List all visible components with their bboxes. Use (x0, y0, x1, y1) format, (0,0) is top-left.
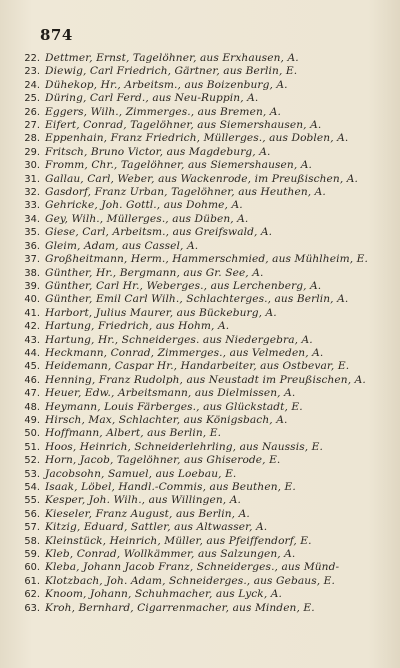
list-item (18, 320, 390, 333)
list-item (18, 92, 390, 105)
entry-text: Eifert, Conrad, Tagelöhner, aus Siemershausen, A. (45, 119, 322, 132)
list-item (18, 79, 390, 92)
entry-text: Günther, Hr., Bergmann, aus Gr. See, A. (45, 266, 264, 279)
entry-text: Günther, Carl Hr., Weberges., aus Lerchenberg, A. (45, 279, 322, 292)
entry-number: 38. (24, 267, 40, 279)
entry-text: Kitzig, Eduard, Sattler, aus Altwasser, A. (45, 521, 268, 534)
entry-number: 23. (24, 66, 40, 78)
entry-number: 25. (24, 93, 40, 105)
list-item (18, 334, 390, 347)
list-item (18, 65, 390, 78)
list-item (18, 119, 390, 132)
entry-number: 40. (24, 294, 40, 306)
entry-number: 46. (24, 374, 40, 386)
list-item (18, 374, 390, 387)
entry-text: Hoos, Heinrich, Schneiderlehrling, aus Naussis, E. (45, 440, 323, 453)
entry-text: Henning, Franz Rudolph, aus Neustadt im Preußischen, A. (45, 373, 366, 386)
list-item (18, 468, 390, 481)
list-item (18, 226, 390, 239)
list-item (18, 106, 390, 119)
entry-text: Dühekop, Hr., Arbeitsm., aus Boizenburg, A. (45, 78, 288, 91)
list-item (18, 199, 390, 212)
entry-number: 51. (24, 441, 40, 453)
list-item (18, 414, 390, 427)
list-item (18, 146, 390, 159)
entry-text: Knoom, Johann, Schuhmacher, aus Lyck, A. (45, 588, 282, 601)
list-item (18, 173, 390, 186)
list-item (18, 548, 390, 561)
list-item (18, 441, 390, 454)
entry-text: Gehricke, Joh. Gottl., aus Dohme, A. (45, 199, 243, 212)
entry-text: Heckmann, Conrad, Zimmerges., aus Velmeden, A. (45, 346, 324, 359)
entry-number: 59. (24, 549, 40, 561)
entry-number: 61. (24, 575, 40, 587)
list-item (18, 307, 390, 320)
entry-number: 37. (24, 254, 40, 266)
entry-number: 22. (24, 53, 40, 64)
entry-number: 62. (24, 589, 40, 601)
entry-number: 63. (24, 602, 40, 614)
entry-number: 55. (24, 495, 40, 507)
entry-number: 32. (24, 187, 40, 199)
entry-text: Horn, Jacob, Tagelöhner, aus Ghiserode, E. (45, 454, 281, 467)
entry-text: Fromm, Chr., Tagelöhner, aus Siemershausen, A. (45, 159, 312, 172)
entry-text: Kleb, Conrad, Wollkämmer, aus Salzungen, A. (45, 548, 296, 561)
entry-text: Eggers, Wilh., Zimmerges., aus Bremen, A. (45, 105, 282, 118)
entry-number: 26. (24, 106, 40, 118)
entry-text: Hartung, Hr., Schneiderges. aus Niedergebra, A. (45, 333, 313, 346)
entry-number: 49. (24, 414, 40, 426)
entry-text: Gleim, Adam, aus Cassel, A. (45, 239, 199, 252)
entry-number: 31. (24, 173, 40, 185)
entry-text: Gallau, Carl, Weber, aus Wackenrode, im Preußischen, A. (45, 172, 359, 185)
entry-number: 54. (24, 482, 40, 493)
entry-text: Kesper, Joh. Wilh., aus Willingen, A. (45, 494, 241, 507)
entry-number: 36. (24, 240, 40, 252)
list-item (18, 561, 390, 574)
list-item (18, 186, 390, 199)
entry-text: Heidemann, Caspar Hr., Handarbeiter, aus Ostbevar, E. (45, 360, 350, 373)
list-item (18, 159, 390, 172)
entry-text: Isaak, Löbel, Handl.-Commis, aus Beuthen, E. (45, 481, 296, 493)
entry-number: 27. (24, 120, 40, 132)
entry-list (18, 52, 390, 615)
list-item (18, 253, 390, 266)
page-number: 874 (40, 26, 73, 44)
entry-text: Großheitmann, Herm., Hammerschmied, aus Mühlheim, E. (45, 253, 368, 266)
entry-text: Hoffmann, Albert, aus Berlin, E. (45, 427, 222, 440)
entry-number: 34. (24, 213, 40, 225)
list-item (18, 575, 390, 588)
entry-number: 56. (24, 508, 40, 520)
entry-number: 58. (24, 535, 40, 547)
entry-number: 24. (24, 79, 40, 91)
entry-number: 45. (24, 361, 40, 373)
list-item (18, 401, 390, 414)
entry-number: 42. (24, 321, 40, 333)
list-item (18, 521, 390, 534)
list-item (18, 293, 390, 306)
list-item (18, 387, 390, 400)
entry-text: Düring, Carl Ferd., aus Neu-Ruppin, A. (45, 92, 259, 105)
entry-text: Gey, Wilh., Müllerges., aus Düben, A. (45, 212, 249, 225)
entry-text: Heymann, Louis Färberges., aus Glückstadt, E. (45, 400, 303, 413)
list-item (18, 347, 390, 360)
entry-number: 35. (24, 227, 40, 239)
entry-text: Fritsch, Bruno Victor, aus Magdeburg, A. (45, 145, 271, 158)
entry-number: 53. (24, 468, 40, 480)
list-item (18, 360, 390, 373)
entry-text: Harbort, Julius Maurer, aus Bückeburg, A. (45, 306, 277, 319)
entry-number: 43. (24, 334, 40, 346)
list-item (18, 588, 390, 601)
entry-number: 52. (24, 455, 40, 467)
entry-number: 29. (24, 146, 40, 158)
entry-number: 33. (24, 200, 40, 212)
list-item (18, 454, 390, 467)
entry-text: Jacobsohn, Samuel, aus Loebau, E. (45, 467, 237, 480)
list-item (18, 52, 390, 65)
entry-number: 60. (24, 562, 40, 574)
entry-text: Kroh, Bernhard, Cigarrenmacher, aus Minden, E. (45, 601, 315, 614)
entry-text: Giese, Carl, Arbeitsm., aus Greifswald, A. (45, 226, 273, 239)
entry-number: 48. (24, 401, 40, 413)
entry-text: Eppenhain, Franz Friedrich, Müllerges., aus Doblen, A. (45, 132, 349, 145)
entry-text: Diewig, Carl Friedrich, Gärtner, aus Berlin, E. (45, 65, 298, 78)
entry-number: 50. (24, 428, 40, 440)
list-item (18, 240, 390, 253)
entry-text: Kleinstück, Heinrich, Müller, aus Pfeiffendorf, E. (45, 534, 312, 547)
entry-text: Heuer, Edw., Arbeitsmann, aus Dielmissen, A. (45, 387, 296, 400)
entry-text: Kieseler, Franz August, aus Berlin, A. (45, 507, 250, 520)
list-item (18, 280, 390, 293)
list-item (18, 494, 390, 507)
entry-text: Klotzbach, Joh. Adam, Schneiderges., aus Gebaus, E. (45, 574, 335, 587)
list-item (18, 427, 390, 440)
entry-text: Dettmer, Ernst, Tagelöhner, aus Erxhausen, A. (45, 52, 299, 64)
list-item (18, 535, 390, 548)
entry-text: Hirsch, Max, Schlachter, aus Königsbach, A. (45, 413, 288, 426)
entry-text: Günther, Emil Carl Wilh., Schlachterges., aus Berlin, A. (45, 293, 349, 306)
entry-number: 41. (24, 307, 40, 319)
entry-number: 39. (24, 280, 40, 292)
entry-text: Hartung, Friedrich, aus Hohm, A. (45, 320, 230, 333)
entry-number: 30. (24, 160, 40, 172)
entry-number: 47. (24, 388, 40, 400)
list-item (18, 602, 390, 615)
entry-number: 28. (24, 133, 40, 145)
list-item (18, 213, 390, 226)
entry-number: 44. (24, 347, 40, 359)
entry-text: Kleba, Johann Jacob Franz, Schneiderges., aus Münd- (45, 561, 340, 574)
list-item (18, 481, 390, 494)
entry-text: Gasdorf, Franz Urban, Tagelöhner, aus Heuthen, A. (45, 186, 326, 199)
entry-number: 57. (24, 522, 40, 534)
list-item (18, 508, 390, 521)
list-item (18, 132, 390, 145)
list-item (18, 267, 390, 280)
